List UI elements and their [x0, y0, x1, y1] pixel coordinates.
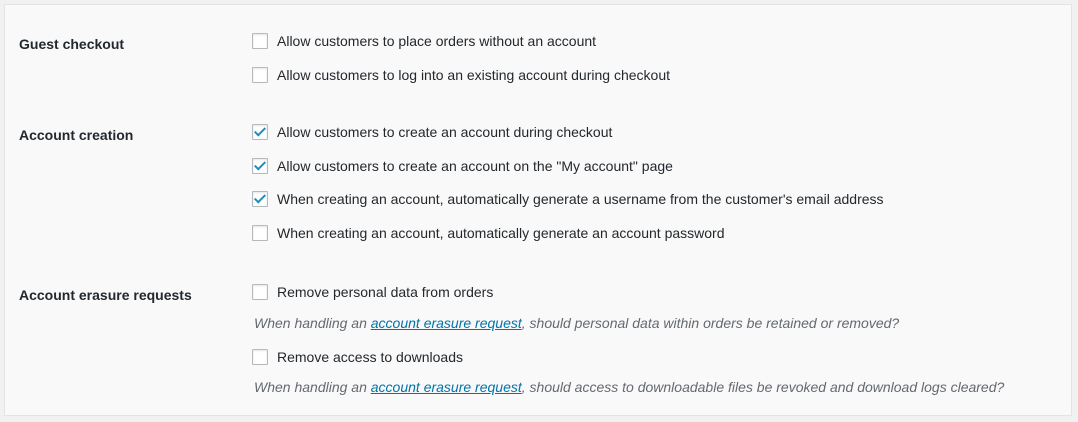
option-label: Remove personal data from orders: [277, 284, 494, 300]
account-creation-label: Account creation: [19, 127, 134, 143]
option-label: Allow customers to create an account on the "My account" page: [277, 158, 673, 174]
option-guest-login[interactable]: [252, 65, 670, 85]
checkbox-generate-password[interactable]: [252, 225, 268, 241]
account-erasure-request-link[interactable]: account erasure request: [370, 379, 522, 395]
description-suffix: , should personal data within orders be retained or removed?: [521, 315, 900, 331]
checkbox-generate-username[interactable]: [252, 191, 268, 207]
option-label: Allow customers to log into an existing account during checkout: [277, 67, 670, 83]
checkbox-create-during-checkout[interactable]: [252, 124, 268, 140]
erasure-orders-description: [254, 315, 899, 331]
option-create-during-checkout[interactable]: [252, 122, 612, 142]
checkbox-remove-downloads[interactable]: [252, 349, 268, 365]
erasure-downloads-description: [254, 379, 1004, 395]
option-guest-place-orders[interactable]: [252, 31, 596, 51]
description-prefix: When handling an: [254, 379, 371, 395]
option-create-my-account[interactable]: [252, 156, 673, 176]
checkbox-remove-personal-data[interactable]: [252, 284, 268, 300]
option-label: When creating an account, automatically generate a username from the customer's email address: [277, 191, 884, 207]
option-remove-downloads[interactable]: [252, 347, 463, 367]
option-label: Remove access to downloads: [277, 349, 463, 365]
account-erasure-label: Account erasure requests: [19, 287, 192, 303]
option-generate-password[interactable]: [252, 223, 725, 243]
account-erasure-request-link[interactable]: account erasure request: [370, 315, 522, 331]
description-prefix: When handling an: [254, 315, 371, 331]
option-remove-personal-data[interactable]: [252, 282, 493, 302]
option-label: Allow customers to create an account during checkout: [277, 124, 613, 140]
settings-panel: [4, 4, 1072, 416]
checkbox-guest-place-orders[interactable]: [252, 33, 268, 49]
option-label: When creating an account, automatically generate an account password: [277, 225, 725, 241]
description-suffix: , should access to downloadable files be revoked and download logs cleared?: [521, 379, 1005, 395]
guest-checkout-label: Guest checkout: [19, 36, 125, 52]
option-label: Allow customers to place orders without an account: [277, 33, 597, 49]
checkbox-create-my-account[interactable]: [252, 158, 268, 174]
checkbox-guest-login[interactable]: [252, 67, 268, 83]
option-generate-username[interactable]: [252, 189, 884, 209]
